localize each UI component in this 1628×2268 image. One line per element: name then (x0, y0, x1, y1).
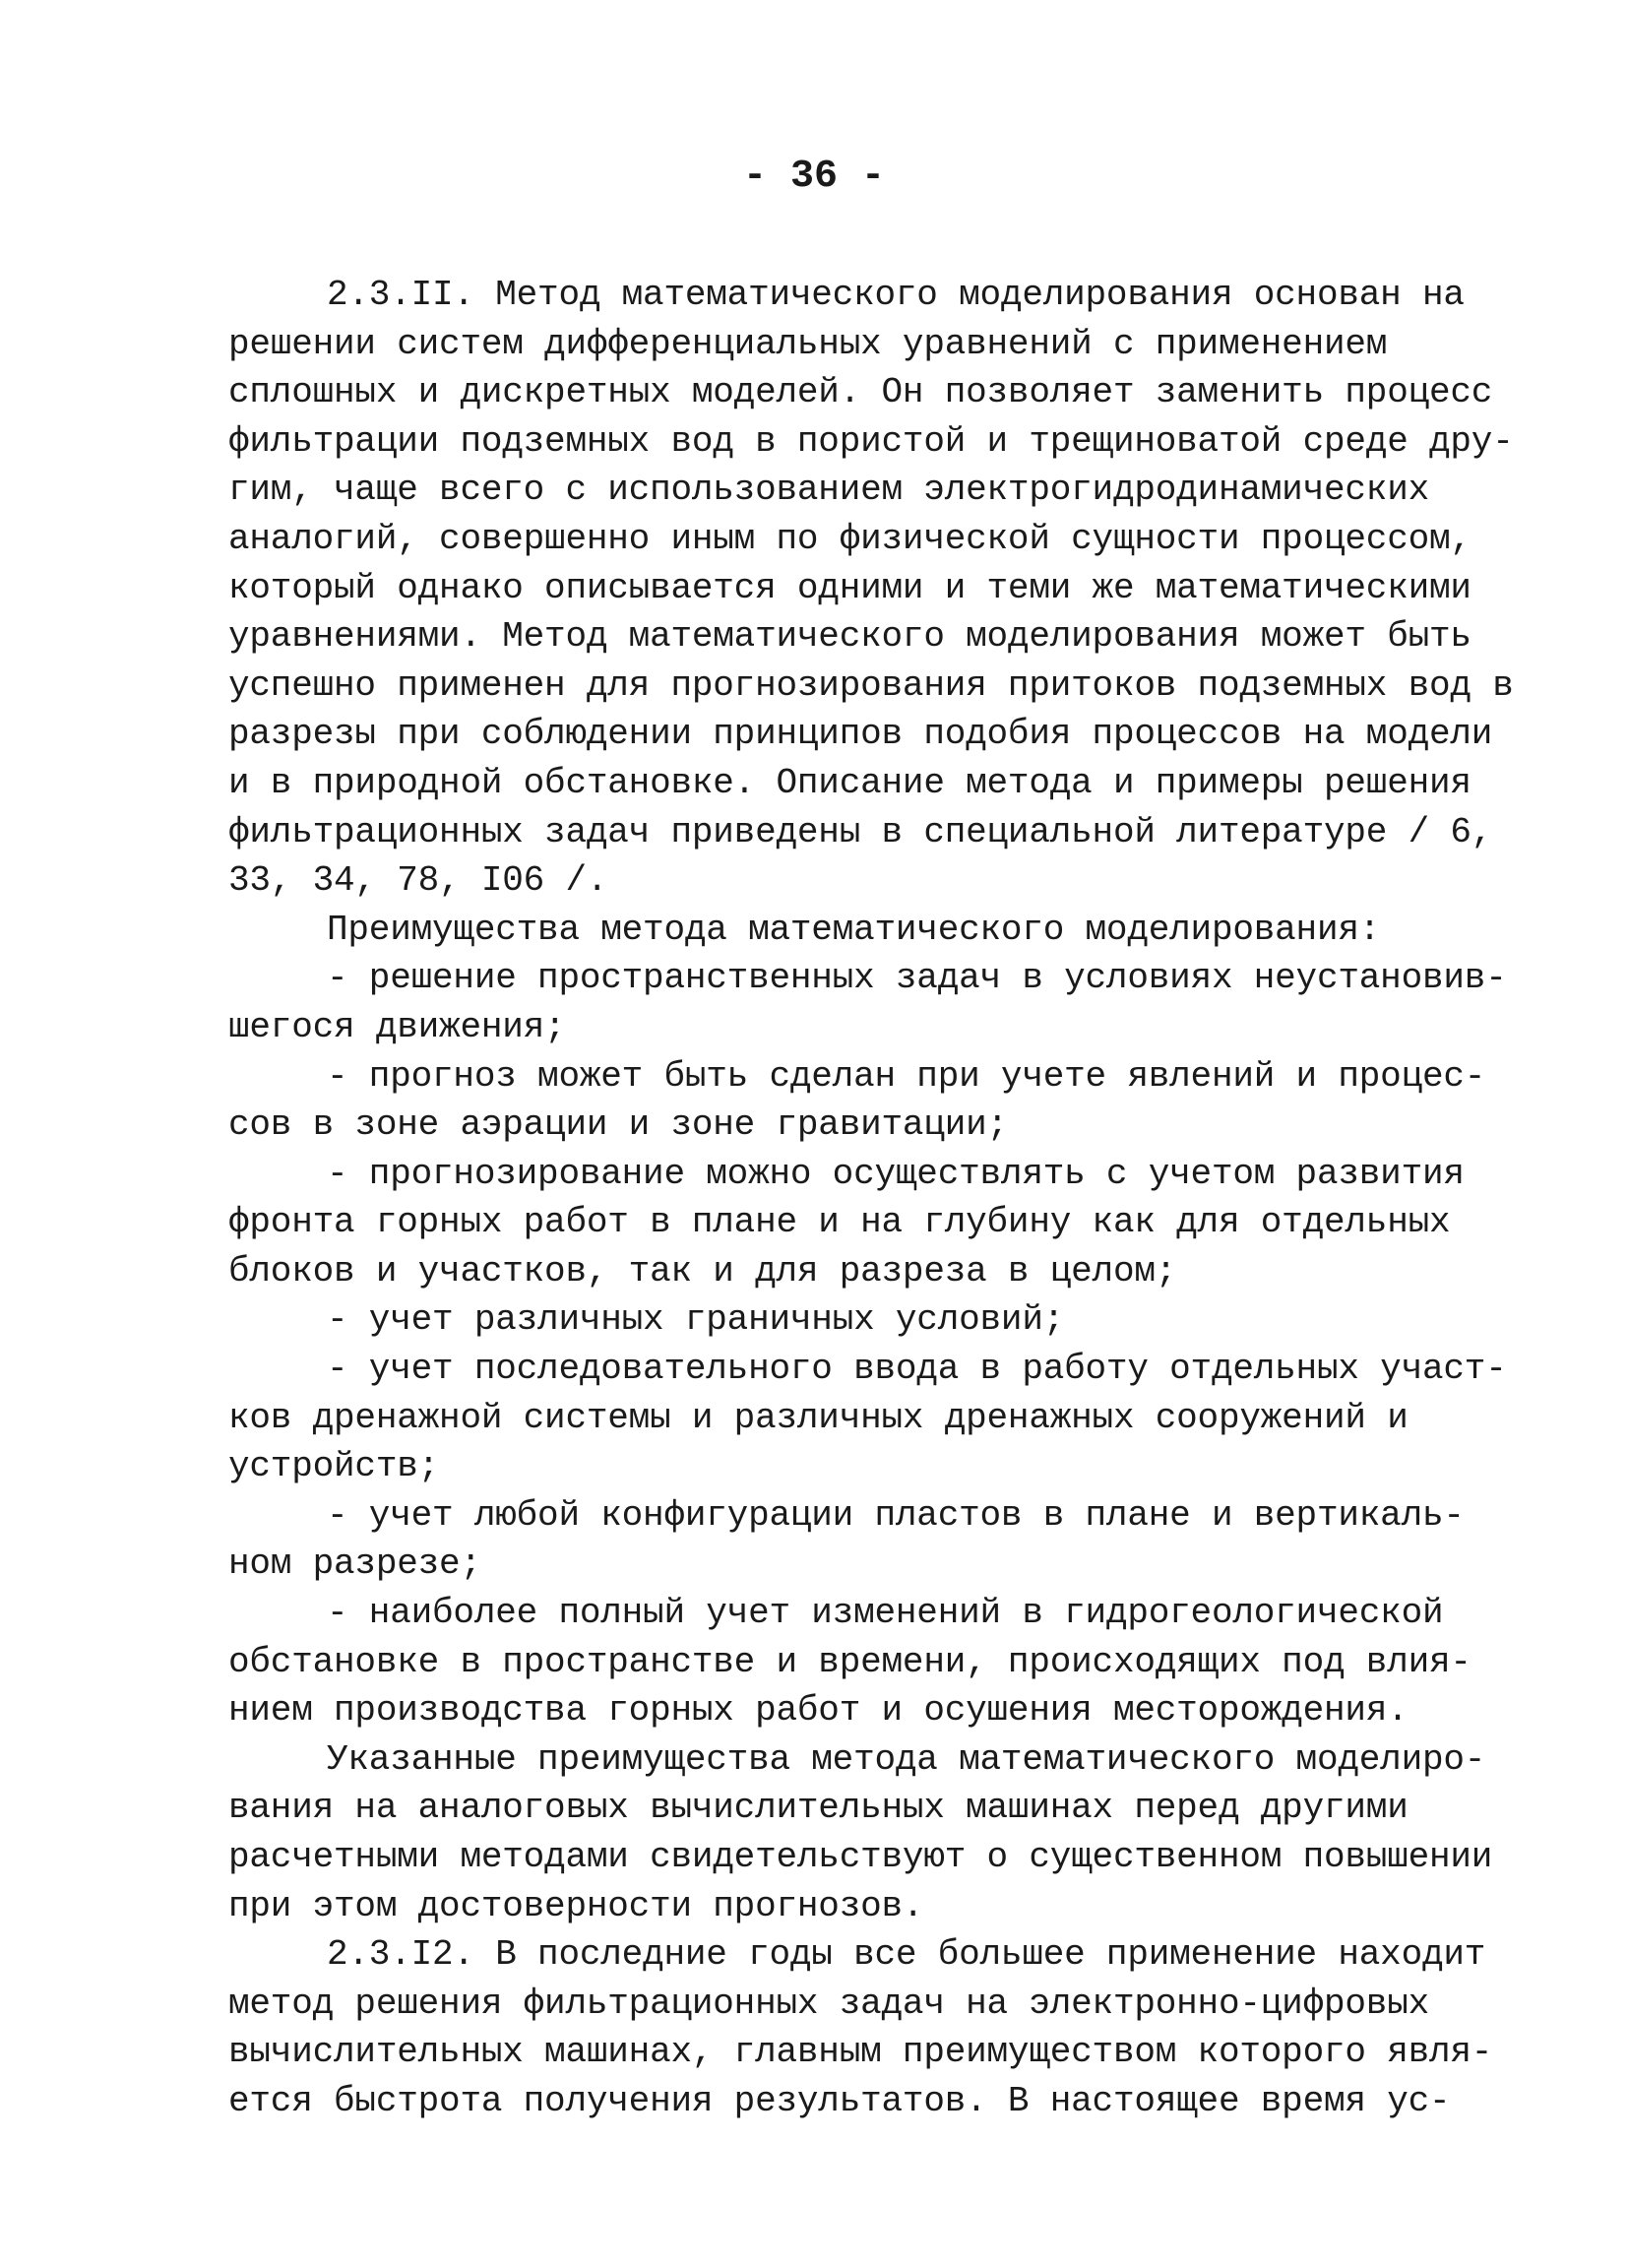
text-line: устройств; (228, 1446, 440, 1487)
text-line: ков дренажной системы и различных дренажных сооружений и (228, 1397, 1409, 1438)
text-line: который однако описывается одними и теми же математическими (228, 567, 1471, 608)
text-line: Преимущества метода математического моделирования: (327, 909, 1381, 950)
text-line: аналогий, совершенно иным по физической сущности процессом, (228, 518, 1471, 559)
text-line: - прогнозирование можно осуществлять с учетом развития (327, 1153, 1465, 1194)
text-line: шегося движения; (228, 1006, 566, 1047)
text-line: ется быстрота получения результатов. В настоящее время ус- (228, 2080, 1451, 2121)
text-line: - наиболее полный учет изменений в гидрогеологической (327, 1593, 1444, 1634)
body-text (228, 271, 1514, 2126)
text-line: фильтрационных задач приведены в специальной литературе / 6, (228, 811, 1493, 852)
text-line: вания на аналоговых вычислительных машинах перед другими (228, 1788, 1409, 1829)
text-line: - учет любой конфигурации пластов в плане и вертикаль- (327, 1494, 1465, 1536)
text-line: вычислительных машинах, главным преимуществом которого явля- (228, 2032, 1493, 2073)
text-line: Указанные преимущества метода математического моделиро- (327, 1738, 1486, 1780)
text-line: ном разрезе; (228, 1544, 481, 1585)
text-line: - учет различных граничных условий; (327, 1299, 1065, 1341)
text-line: уравнениями. Метод математического моделирования может быть (228, 616, 1471, 658)
text-line: фильтрации подземных вод в пористой и трещиноватой среде дру- (228, 420, 1514, 462)
text-line: фронта горных работ в плане и на глубину как для отдельных (228, 1202, 1451, 1243)
text-line: метод решения фильтрационных задач на электронно-цифровых (228, 1983, 1430, 2024)
text-line: сов в зоне аэрации и зоне гравитации; (228, 1104, 1008, 1146)
text-line: и в природной обстановке. Описание метода и примеры решения (228, 762, 1471, 803)
text-line: обстановке в пространстве и времени, происходящих под влия- (228, 1641, 1471, 1682)
text-line: - решение пространственных задач в условиях неустановив- (327, 958, 1507, 999)
text-line: решении систем дифференциальных уравнений с применением (228, 323, 1388, 364)
text-line: при этом достоверности прогнозов. (228, 1885, 924, 1926)
text-line: разрезы при соблюдении принципов подобия процессов на модели (228, 714, 1493, 755)
text-line: расчетными методами свидетельствуют о существенном повышении (228, 1837, 1493, 1877)
text-line: 2.3.II. Метод математического моделирования основан на (327, 275, 1465, 315)
text-line: успешно применен для прогнозирования притоков подземных вод в (228, 664, 1514, 706)
page-number: - 36 - (742, 155, 886, 199)
text-line: сплошных и дискретных моделей. Он позволяет заменить процесс (228, 372, 1493, 413)
text-line: - прогноз может быть сделан при учете явлений и процес- (327, 1055, 1486, 1097)
text-line: нием производства горных работ и осушения месторождения. (228, 1690, 1409, 1732)
text-line: - учет последовательного ввода в работу отдельных участ- (327, 1349, 1507, 1390)
text-line: 33, 34, 78, I06 /. (228, 860, 608, 902)
text-line: гим, чаще всего с использованием электрогидродинамических (228, 470, 1430, 511)
text-line: 2.3.I2. В последние годы все большее применение находит (327, 1934, 1486, 1976)
text-line: блоков и участков, так и для разреза в целом; (228, 1250, 1177, 1292)
